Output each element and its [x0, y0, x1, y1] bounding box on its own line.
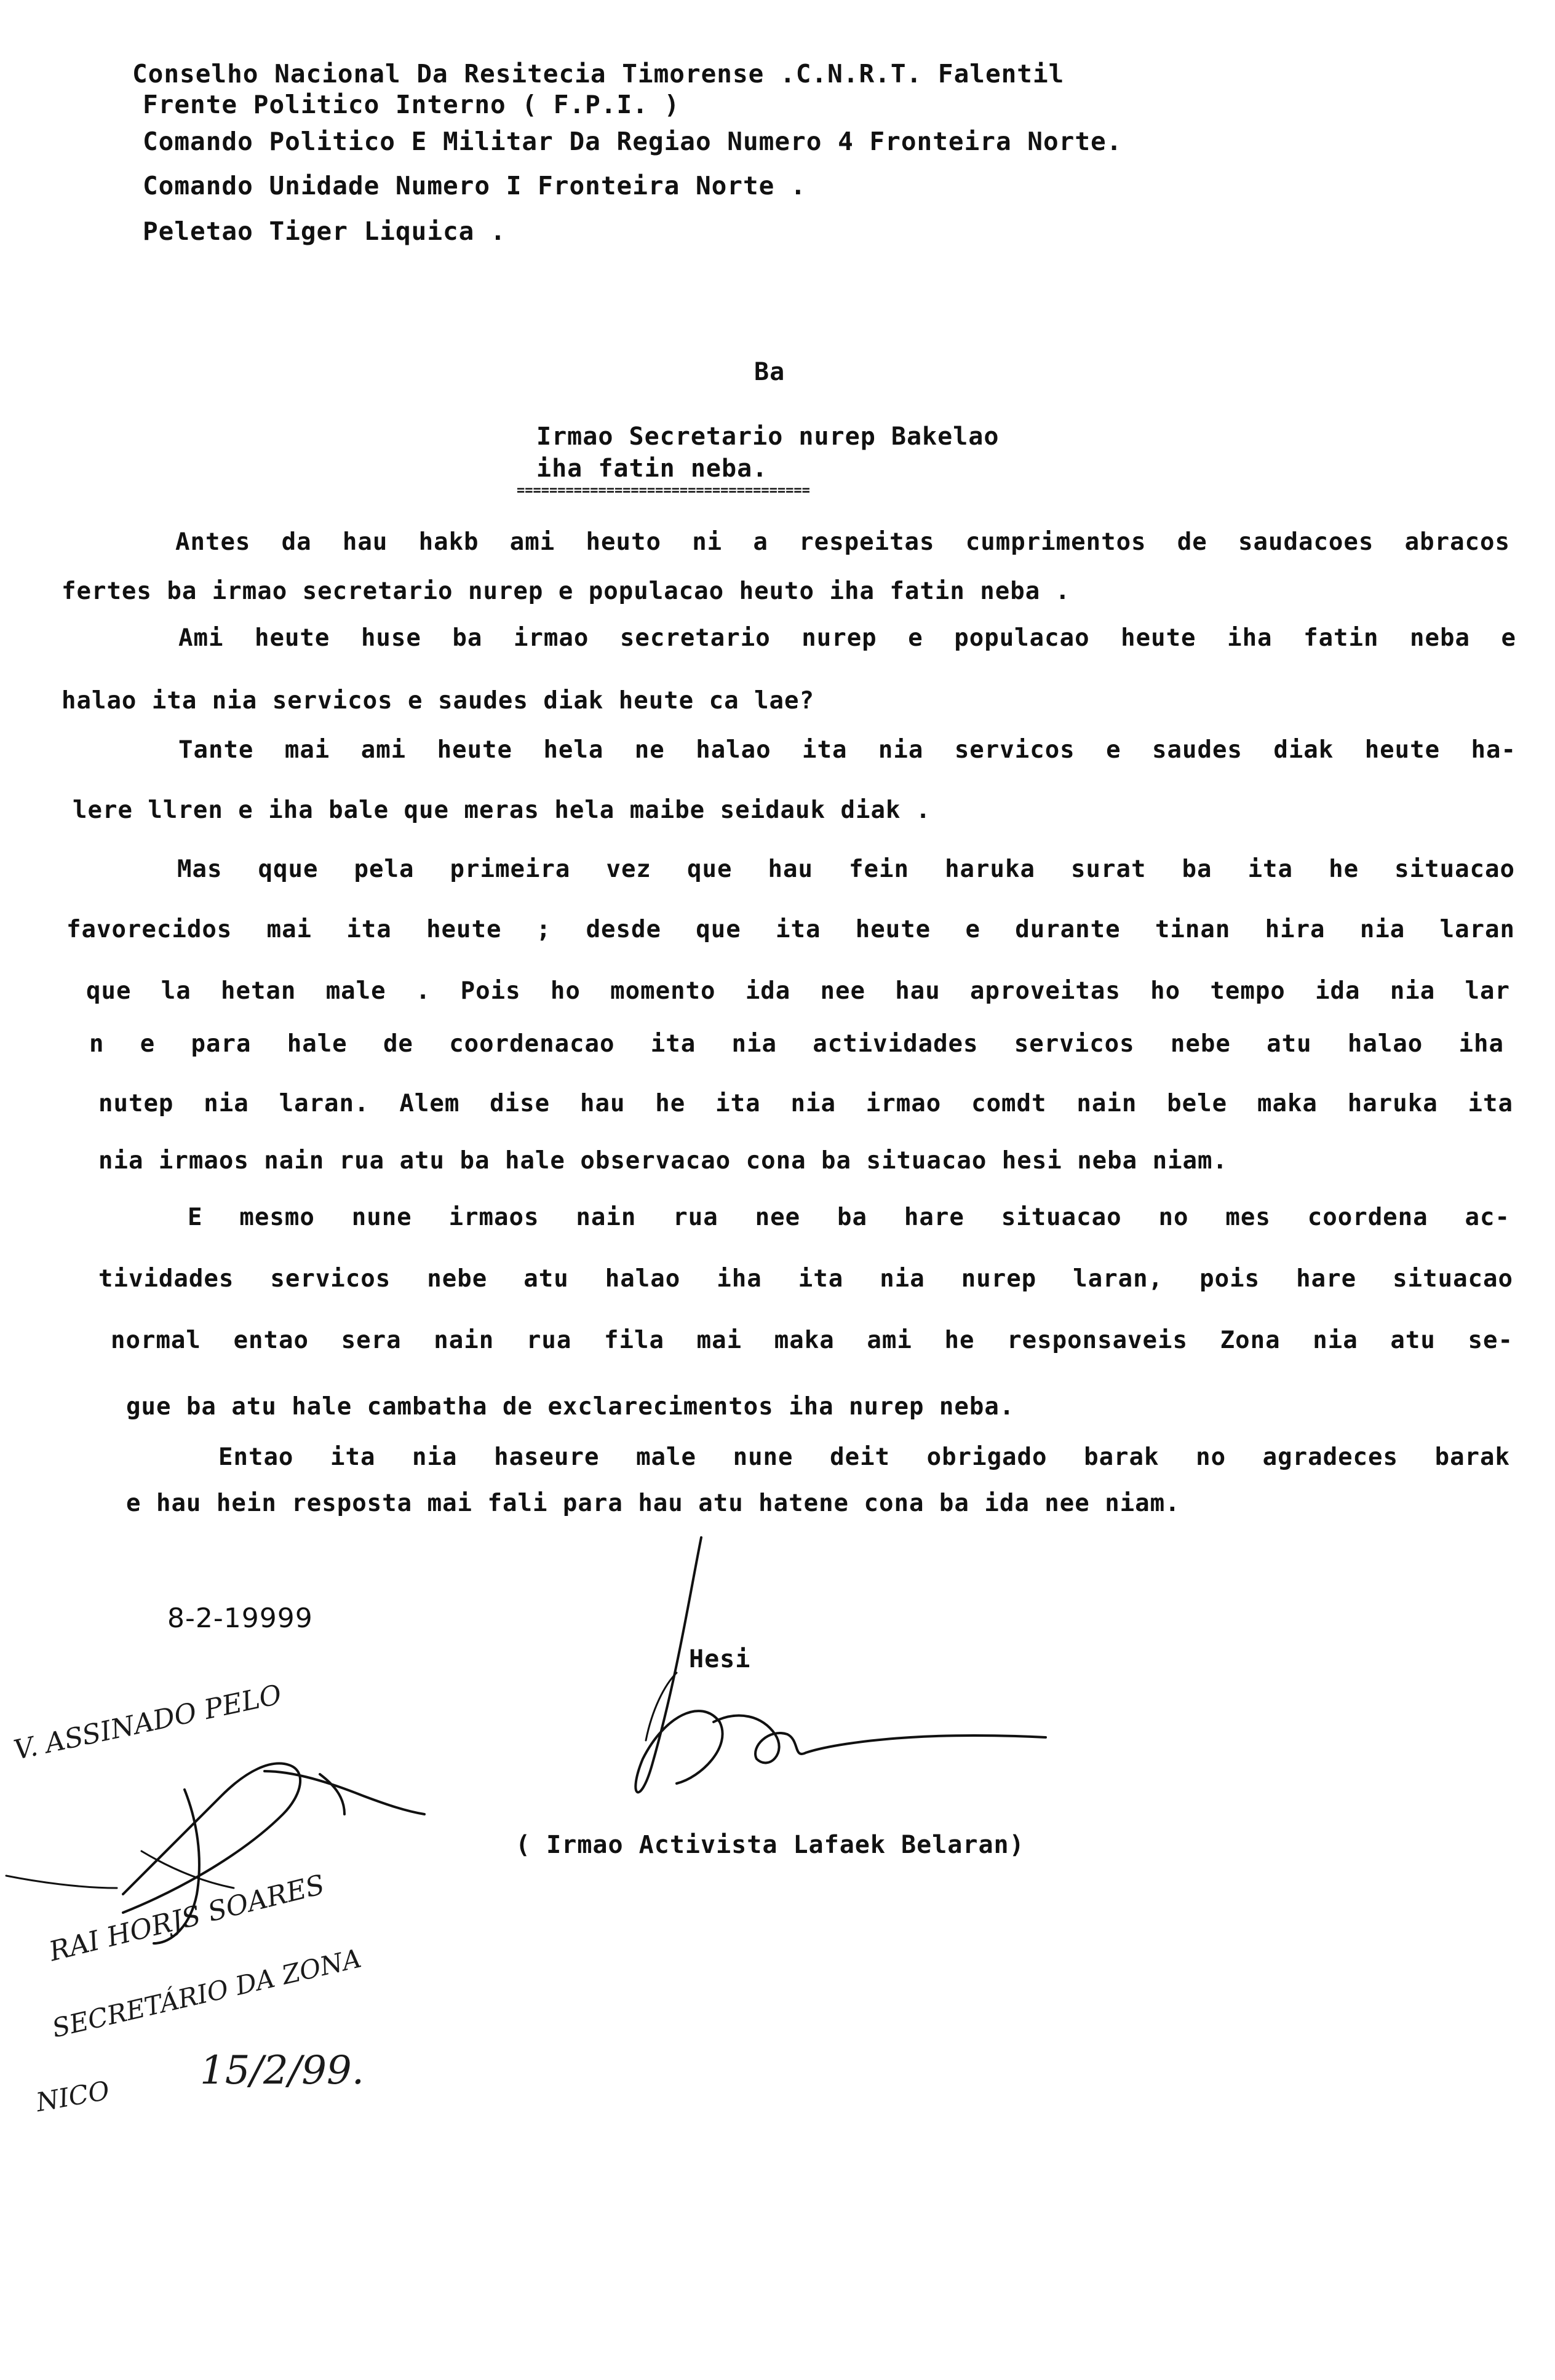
body-line: Antes da hau hakb ami heuto ni a respeitas cumprimentos de saudacoes abracos: [175, 528, 1510, 556]
body-line: Entao ita nia haseure male nune deit obrigado barak no agradeces barak: [218, 1443, 1510, 1471]
body-line: lere llren e iha bale que meras hela maibe seidauk diak .: [73, 796, 931, 824]
header-line-organization: Conselho Nacional Da Resitecia Timorense .C.N.R.T. Falentil: [132, 59, 1065, 89]
handwritten-name: RAI HORJS SOARES: [46, 1868, 328, 1968]
header-line-command: Comando Politico E Militar Da Regiao Numero 4 Fronteira Norte.: [143, 127, 1123, 156]
letter-date: 8-2-19999: [167, 1603, 313, 1634]
handwritten-date: 15/2/99.: [200, 2048, 365, 2093]
closing-word: Hesi: [689, 1645, 751, 1673]
addressee-line-1: Irmao Secretario nurep Bakelao: [536, 422, 1000, 451]
header-line-front: Frente Politico Interno ( F.P.I. ): [143, 90, 680, 119]
body-line: Ami heute huse ba irmao secretario nurep e populacao heute iha fatin neba e: [178, 624, 1516, 652]
handwritten-visto: V. ASSINADO PELO: [11, 1678, 285, 1766]
signature-right: [635, 1537, 1046, 1792]
body-line: halao ita nia servicos e saudes diak heute ca lae?: [62, 687, 814, 715]
body-line: nutep nia laran. Alem dise hau he ita nia irmao comdt nain bele maka haruka ita: [98, 1090, 1513, 1117]
body-line: e hau hein resposta mai fali para hau atu hatene cona ba ida nee niam.: [126, 1489, 1180, 1517]
body-line: Tante mai ami heute hela ne halao ita nia servicos e saudes diak heute ha-: [178, 736, 1516, 764]
addressee-to: Ba: [754, 358, 785, 386]
header-line-platoon: Peletao Tiger Liquica .: [143, 216, 506, 246]
signature-left: [123, 1763, 424, 1943]
handwritten-place: NICO: [34, 2075, 112, 2118]
body-line: n e para hale de coordenacao ita nia actividades servicos nebe atu halao iha: [89, 1030, 1504, 1058]
body-line: que la hetan male . Pois ho momento ida nee hau aproveitas ho tempo ida nia lar: [86, 977, 1510, 1005]
addressee-underline: ====================================: [517, 483, 810, 498]
handwritten-role: SECRETÁRIO DA ZONA: [49, 1943, 364, 2044]
body-line: tividades servicos nebe atu halao iha ita nia nurep laran, pois hare situacao: [98, 1265, 1513, 1293]
body-line: favorecidos mai ita heute ; desde que ita heute e durante tinan hira nia laran: [66, 916, 1515, 943]
body-line: fertes ba irmao secretario nurep e populacao heuto iha fatin neba .: [62, 577, 1071, 605]
body-line: gue ba atu hale cambatha de exclarecimentos iha nurep neba.: [126, 1393, 1015, 1421]
body-line: E mesmo nune irmaos nain rua nee ba hare situacao no mes coordena ac-: [188, 1204, 1510, 1231]
body-line: Mas qque pela primeira vez que hau fein haruka surat ba ita he situacao: [177, 855, 1515, 883]
signatory-name: ( Irmao Activista Lafaek Belaran): [515, 1831, 1025, 1859]
header-line-unit: Comando Unidade Numero I Fronteira Norte .: [143, 171, 806, 200]
body-line: nia irmaos nain rua atu ba hale observacao cona ba situacao hesi neba niam.: [98, 1147, 1228, 1175]
body-line: normal entao sera nain rua fila mai maka ami he responsaveis Zona nia atu se-: [111, 1327, 1513, 1354]
addressee-line-2: iha fatin neba.: [536, 454, 768, 483]
